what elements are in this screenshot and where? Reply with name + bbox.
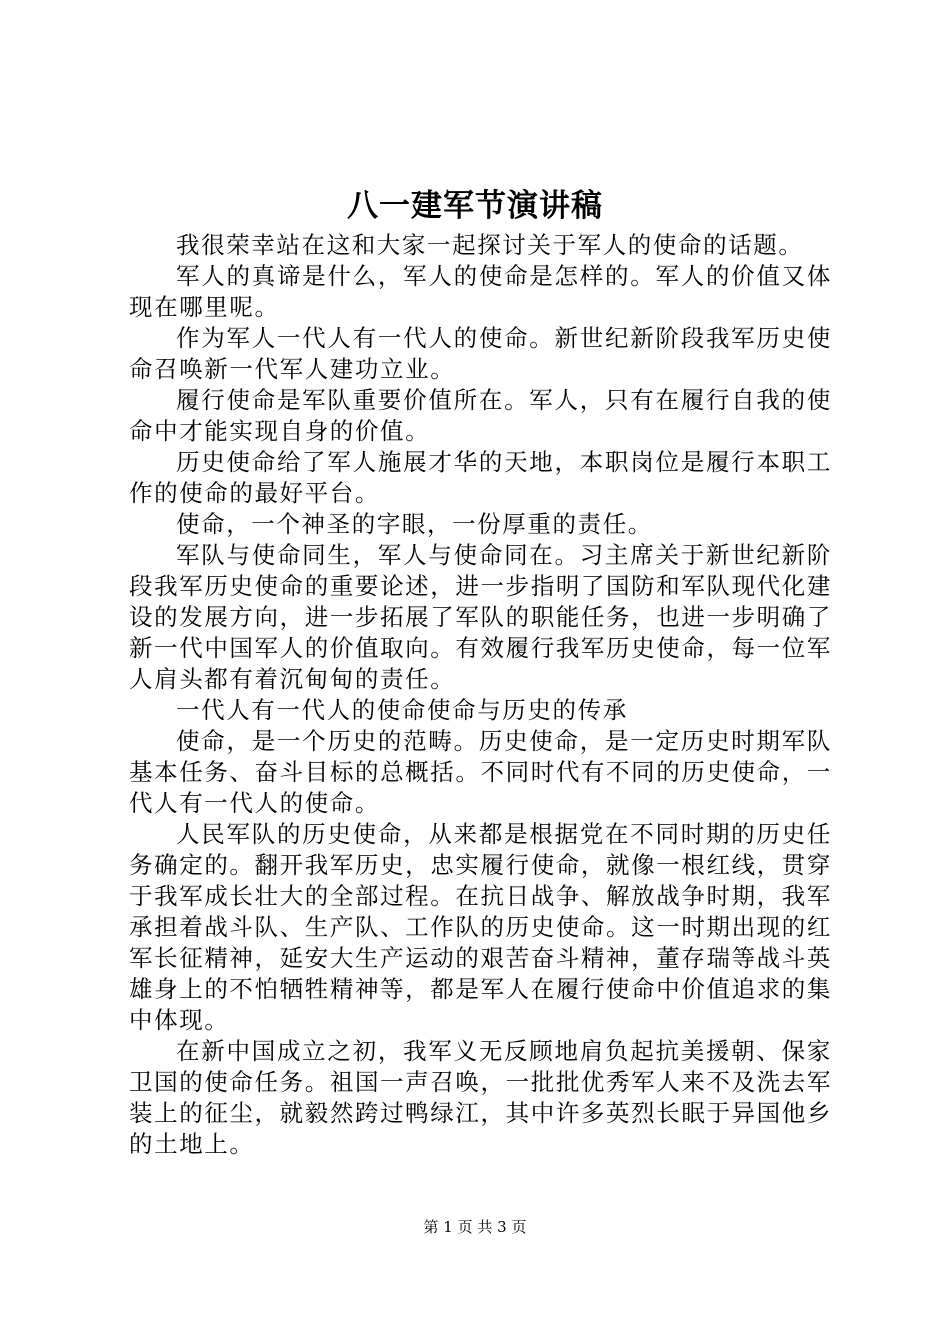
document-body xyxy=(129,230,832,1160)
paragraph: 在新中国成立之初，我军义无反顾地肩负起抗美援朝、保家卫国的使命任务。祖国一声召唤，一批批优秀军人来不及洗去军装上的征尘，就毅然跨过鸭绿江，其中许多英烈长眠于异国他乡的土地上。 xyxy=(129,1037,832,1158)
page-footer: 第 1 页 共 3 页 xyxy=(423,1218,527,1236)
document-title: 八一建军节演讲稿 xyxy=(347,188,603,224)
paragraph: 履行使命是军队重要价值所在。军人，只有在履行自我的使命中才能实现自身的价值。 xyxy=(129,386,832,445)
paragraph: 历史使命给了军人施展才华的天地，本职岗位是履行本职工作的使命的最好平台。 xyxy=(129,448,832,507)
paragraph: 作为军人一代人有一代人的使命。新世纪新阶段我军历史使命召唤新一代军人建功立业。 xyxy=(129,324,832,383)
paragraph: 军人的真谛是什么，军人的使命是怎样的。军人的价值又体现在哪里呢。 xyxy=(129,262,832,321)
paragraph: 使命，是一个历史的范畴。历史使命，是一定历史时期军队基本任务、奋斗目标的总概括。不同时代有不同的历史使命，一代人有一代人的使命。 xyxy=(129,727,832,817)
paragraph: 一代人有一代人的使命使命与历史的传承 xyxy=(176,696,628,724)
paragraph: 人民军队的历史使命，从来都是根据党在不同时期的历史任务确定的。翻开我军历史，忠实履行使命，就像一根红线，贯穿于我军成长壮大的全部过程。在抗日战争、解放战争时期，我军承担着战斗队、生产队、工作队的历史使命。这一时期出现的红军长征精神，延安大生产运动的艰苦奋斗精神，董存瑞等战斗英雄身上的不怕牺牲精神等，都是军人在履行使命中价值追求的集中体现。 xyxy=(129,820,832,1034)
paragraph: 我很荣幸站在这和大家一起探讨关于军人的使命的话题。 xyxy=(176,231,804,259)
paragraph: 使命，一个神圣的字眼，一份厚重的责任。 xyxy=(176,510,653,538)
paragraph: 军队与使命同生，军人与使命同在。习主席关于新世纪新阶段我军历史使命的重要论述，进一步指明了国防和军队现代化建设的发展方向，进一步拓展了军队的职能任务，也进一步明确了新一代中国军人的价值取向。有效履行我军历史使命，每一位军人肩头都有着沉甸甸的责任。 xyxy=(129,541,832,693)
